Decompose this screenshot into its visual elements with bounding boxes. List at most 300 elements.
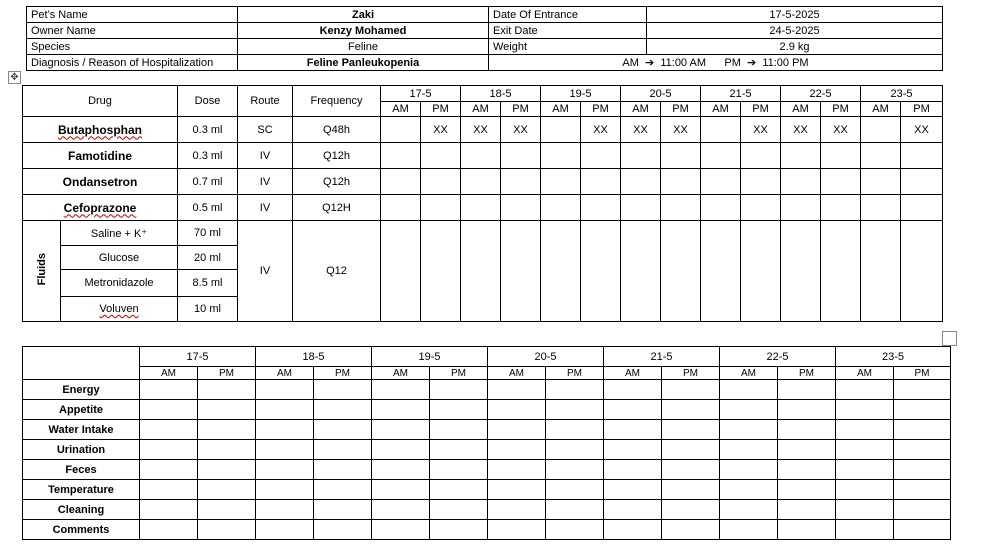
fluid-name: Glucose bbox=[98, 251, 140, 264]
observation-cell[interactable] bbox=[488, 480, 546, 500]
table-row bbox=[23, 480, 951, 500]
observation-cell[interactable] bbox=[836, 480, 894, 500]
pm-header: PM bbox=[662, 367, 720, 380]
day-header: 22-5 bbox=[720, 347, 836, 367]
observation-cell[interactable] bbox=[836, 380, 894, 400]
diagnosis-value[interactable]: Feline Panleukopenia bbox=[238, 55, 489, 71]
observation-label: Temperature bbox=[23, 480, 140, 500]
observation-cell[interactable] bbox=[430, 520, 488, 540]
table-header-row bbox=[23, 86, 943, 102]
observation-cell[interactable] bbox=[894, 500, 951, 520]
dose-mark-cell[interactable] bbox=[741, 195, 781, 221]
observation-label: Appetite bbox=[23, 400, 140, 420]
dose-mark-cell[interactable] bbox=[861, 169, 901, 195]
drug-name: Cefoprazone bbox=[63, 200, 137, 215]
day-header: 19-5 bbox=[372, 347, 488, 367]
observation-cell[interactable] bbox=[546, 500, 604, 520]
diagnosis-label: Diagnosis / Reason of Hospitalization bbox=[27, 55, 238, 71]
table-header-row bbox=[23, 367, 951, 380]
observation-cell[interactable] bbox=[778, 440, 836, 460]
observation-cell[interactable] bbox=[430, 500, 488, 520]
day-header: 21-5 bbox=[701, 86, 781, 102]
dose-mark-cell[interactable]: XX bbox=[501, 117, 541, 143]
observation-cell[interactable] bbox=[314, 480, 372, 500]
fluid-dose: 10 ml bbox=[178, 297, 238, 322]
date-entrance-label: Date Of Entrance bbox=[489, 7, 647, 23]
observation-cell[interactable] bbox=[140, 520, 198, 540]
day-header: 21-5 bbox=[604, 347, 720, 367]
observation-cell[interactable] bbox=[198, 480, 256, 500]
observation-cell[interactable] bbox=[662, 480, 720, 500]
fluid-mark-cell[interactable] bbox=[661, 221, 701, 322]
observation-cell[interactable] bbox=[430, 440, 488, 460]
drug-route: SC bbox=[238, 117, 293, 143]
pm-header: PM bbox=[546, 367, 604, 380]
dose-mark-cell[interactable]: XX bbox=[741, 117, 781, 143]
observation-cell[interactable] bbox=[256, 400, 314, 420]
day-header: 18-5 bbox=[256, 347, 372, 367]
pm-header: PM bbox=[894, 367, 951, 380]
observation-cell[interactable] bbox=[372, 420, 430, 440]
pm-time: 11:00 PM bbox=[762, 57, 809, 69]
table-row bbox=[27, 7, 943, 23]
dose-mark-cell[interactable] bbox=[461, 195, 501, 221]
am-header: AM bbox=[381, 102, 421, 117]
arrow-right-icon: ➔ bbox=[641, 57, 658, 69]
observation-cell[interactable] bbox=[140, 500, 198, 520]
observation-cell[interactable] bbox=[140, 380, 198, 400]
pm-header: PM bbox=[198, 367, 256, 380]
table-header-row bbox=[23, 347, 951, 367]
observation-cell[interactable] bbox=[314, 520, 372, 540]
am-header: AM bbox=[372, 367, 430, 380]
drug-name: Butaphosphan bbox=[58, 122, 142, 137]
observation-cell[interactable] bbox=[778, 380, 836, 400]
observation-cell[interactable] bbox=[314, 380, 372, 400]
dose-mark-cell[interactable] bbox=[541, 117, 581, 143]
observation-cell[interactable] bbox=[198, 420, 256, 440]
dose-mark-cell[interactable]: XX bbox=[661, 117, 701, 143]
observation-cell[interactable] bbox=[430, 400, 488, 420]
table-row bbox=[23, 221, 943, 246]
drug-name-cell bbox=[23, 143, 178, 169]
observation-cell[interactable] bbox=[836, 400, 894, 420]
observation-cell[interactable] bbox=[604, 440, 662, 460]
dose-mark-cell[interactable] bbox=[621, 143, 661, 169]
observation-cell[interactable] bbox=[372, 520, 430, 540]
observation-cell[interactable] bbox=[894, 420, 951, 440]
observation-cell[interactable] bbox=[662, 400, 720, 420]
observation-cell[interactable] bbox=[256, 460, 314, 480]
observation-cell[interactable] bbox=[836, 420, 894, 440]
drug-frequency: Q12h bbox=[293, 169, 381, 195]
observation-cell[interactable] bbox=[604, 520, 662, 540]
observation-cell[interactable] bbox=[140, 460, 198, 480]
am-header: AM bbox=[781, 102, 821, 117]
observation-cell[interactable] bbox=[198, 440, 256, 460]
observation-cell[interactable] bbox=[546, 420, 604, 440]
day-header: 17-5 bbox=[140, 347, 256, 367]
table-row bbox=[23, 117, 943, 143]
observation-cell[interactable] bbox=[140, 420, 198, 440]
frequency-header: Frequency bbox=[293, 86, 381, 117]
am-header: AM bbox=[488, 367, 546, 380]
fluid-name: Voluven bbox=[99, 303, 139, 315]
table-resize-icon[interactable] bbox=[942, 331, 957, 346]
observation-cell[interactable] bbox=[604, 400, 662, 420]
dose-mark-cell[interactable]: XX bbox=[621, 117, 661, 143]
am-time: 11:00 AM bbox=[660, 57, 707, 69]
observation-cell[interactable] bbox=[488, 380, 546, 400]
am-header: AM bbox=[836, 367, 894, 380]
table-row bbox=[23, 400, 951, 420]
dose-mark-cell[interactable] bbox=[861, 143, 901, 169]
table-row bbox=[23, 380, 951, 400]
observation-cell[interactable] bbox=[488, 400, 546, 420]
observation-cell[interactable] bbox=[488, 520, 546, 540]
species-value[interactable]: Feline bbox=[238, 39, 489, 55]
fluid-mark-cell[interactable] bbox=[621, 221, 661, 322]
drug-route: IV bbox=[238, 195, 293, 221]
observation-cell[interactable] bbox=[836, 440, 894, 460]
am-header: AM bbox=[621, 102, 661, 117]
am-header: AM bbox=[604, 367, 662, 380]
dose-mark-cell[interactable] bbox=[541, 195, 581, 221]
table-row bbox=[23, 420, 951, 440]
dose-mark-cell[interactable] bbox=[701, 195, 741, 221]
dose-mark-cell[interactable] bbox=[421, 169, 461, 195]
drug-dose: 0.7 ml bbox=[178, 169, 238, 195]
observation-cell[interactable] bbox=[372, 480, 430, 500]
observation-cell[interactable] bbox=[256, 380, 314, 400]
drug-name: Ondansetron bbox=[62, 174, 138, 189]
dose-mark-cell[interactable] bbox=[661, 143, 701, 169]
pm-label: PM bbox=[724, 57, 741, 69]
medication-table bbox=[22, 85, 943, 322]
observation-cell[interactable] bbox=[488, 440, 546, 460]
observation-cell[interactable] bbox=[662, 380, 720, 400]
dose-mark-cell[interactable] bbox=[781, 143, 821, 169]
fluids-frequency: Q12 bbox=[293, 221, 381, 322]
observation-cell[interactable] bbox=[314, 440, 372, 460]
observation-cell[interactable] bbox=[488, 420, 546, 440]
fluid-mark-cell[interactable] bbox=[901, 221, 943, 322]
observation-cell[interactable] bbox=[372, 380, 430, 400]
observation-cell[interactable] bbox=[894, 440, 951, 460]
fluid-mark-cell[interactable] bbox=[421, 221, 461, 322]
observation-cell[interactable] bbox=[314, 420, 372, 440]
observation-cell[interactable] bbox=[836, 520, 894, 540]
observation-cell[interactable] bbox=[430, 380, 488, 400]
fluid-mark-cell[interactable] bbox=[461, 221, 501, 322]
dose-mark-cell[interactable] bbox=[541, 169, 581, 195]
observation-cell[interactable] bbox=[778, 400, 836, 420]
drug-route: IV bbox=[238, 169, 293, 195]
fluid-mark-cell[interactable] bbox=[541, 221, 581, 322]
owner-label: Owner Name bbox=[27, 23, 238, 39]
table-row bbox=[23, 143, 943, 169]
table-row bbox=[27, 39, 943, 55]
day-header: 17-5 bbox=[381, 86, 461, 102]
dose-mark-cell[interactable]: XX bbox=[901, 117, 943, 143]
dose-mark-cell[interactable] bbox=[901, 195, 943, 221]
drug-dose: 0.5 ml bbox=[178, 195, 238, 221]
dose-mark-cell[interactable] bbox=[741, 143, 781, 169]
am-header: AM bbox=[461, 102, 501, 117]
observation-cell[interactable] bbox=[662, 520, 720, 540]
dose-mark-cell[interactable] bbox=[741, 169, 781, 195]
fluid-mark-cell[interactable] bbox=[821, 221, 861, 322]
fluid-mark-cell[interactable] bbox=[741, 221, 781, 322]
observation-cell[interactable] bbox=[314, 500, 372, 520]
schedule-times[interactable] bbox=[489, 55, 943, 71]
observation-cell[interactable] bbox=[720, 460, 778, 480]
dose-mark-cell[interactable] bbox=[381, 195, 421, 221]
owner-value[interactable]: Kenzy Mohamed bbox=[238, 23, 489, 39]
observation-cell[interactable] bbox=[604, 420, 662, 440]
species-label: Species bbox=[27, 39, 238, 55]
observation-cell[interactable] bbox=[140, 440, 198, 460]
drug-frequency: Q12H bbox=[293, 195, 381, 221]
observation-cell[interactable] bbox=[894, 480, 951, 500]
observation-cell[interactable] bbox=[720, 520, 778, 540]
pet-name-label: Pet’s Name bbox=[27, 7, 238, 23]
pm-header: PM bbox=[430, 367, 488, 380]
pet-name-value[interactable]: Zaki bbox=[238, 7, 489, 23]
observation-cell[interactable] bbox=[488, 460, 546, 480]
observation-cell[interactable] bbox=[604, 460, 662, 480]
dose-mark-cell[interactable] bbox=[461, 143, 501, 169]
observation-label: Feces bbox=[23, 460, 140, 480]
observation-cell[interactable] bbox=[778, 460, 836, 480]
exit-date-value[interactable]: 24-5-2025 bbox=[647, 23, 943, 39]
fluid-name: Metronidazole bbox=[84, 277, 154, 289]
observation-cell[interactable] bbox=[894, 380, 951, 400]
drug-route: IV bbox=[238, 143, 293, 169]
dose-mark-cell[interactable]: XX bbox=[421, 117, 461, 143]
dose-mark-cell[interactable] bbox=[621, 169, 661, 195]
day-header: 22-5 bbox=[781, 86, 861, 102]
pm-header: PM bbox=[314, 367, 372, 380]
table-move-icon[interactable]: ✥ bbox=[8, 71, 21, 84]
dose-mark-cell[interactable] bbox=[421, 195, 461, 221]
observation-cell[interactable] bbox=[836, 460, 894, 480]
dose-mark-cell[interactable] bbox=[501, 169, 541, 195]
observation-cell[interactable] bbox=[430, 460, 488, 480]
observation-cell[interactable] bbox=[546, 440, 604, 460]
dose-mark-cell[interactable] bbox=[381, 143, 421, 169]
drug-header: Drug bbox=[23, 86, 178, 117]
observation-cell[interactable] bbox=[198, 460, 256, 480]
arrow-right-icon: ➔ bbox=[743, 57, 760, 69]
dose-mark-cell[interactable] bbox=[661, 195, 701, 221]
pm-header: PM bbox=[821, 102, 861, 117]
observation-cell[interactable] bbox=[256, 480, 314, 500]
observation-cell[interactable] bbox=[662, 460, 720, 480]
dose-mark-cell[interactable] bbox=[901, 169, 943, 195]
pm-header: PM bbox=[778, 367, 836, 380]
dose-mark-cell[interactable] bbox=[821, 195, 861, 221]
table-row bbox=[23, 520, 951, 540]
observation-cell[interactable] bbox=[894, 460, 951, 480]
observation-cell[interactable] bbox=[372, 440, 430, 460]
am-header: AM bbox=[541, 102, 581, 117]
observation-cell[interactable] bbox=[314, 460, 372, 480]
fluid-name-cell bbox=[61, 221, 178, 246]
fluid-name-cell bbox=[61, 270, 178, 297]
fluids-label-cell bbox=[23, 221, 61, 322]
table-row bbox=[27, 55, 943, 71]
fluid-dose: 20 ml bbox=[178, 246, 238, 270]
fluid-mark-cell[interactable] bbox=[581, 221, 621, 322]
observation-cell[interactable] bbox=[488, 500, 546, 520]
dose-mark-cell[interactable] bbox=[781, 169, 821, 195]
route-header: Route bbox=[238, 86, 293, 117]
observation-cell[interactable] bbox=[894, 520, 951, 540]
drug-name-cell bbox=[23, 117, 178, 143]
fluid-mark-cell[interactable] bbox=[701, 221, 741, 322]
am-header: AM bbox=[861, 102, 901, 117]
observation-cell[interactable] bbox=[314, 400, 372, 420]
observation-label: Urination bbox=[23, 440, 140, 460]
observation-cell[interactable] bbox=[256, 440, 314, 460]
dose-mark-cell[interactable]: XX bbox=[781, 117, 821, 143]
observation-cell[interactable] bbox=[720, 400, 778, 420]
observation-cell[interactable] bbox=[720, 420, 778, 440]
dose-mark-cell[interactable] bbox=[501, 143, 541, 169]
observation-label: Energy bbox=[23, 380, 140, 400]
observation-cell[interactable] bbox=[430, 480, 488, 500]
patient-info-table bbox=[26, 6, 943, 71]
observation-cell[interactable] bbox=[720, 380, 778, 400]
dose-mark-cell[interactable] bbox=[821, 169, 861, 195]
fluids-label: Fluids bbox=[35, 253, 48, 286]
observation-cell[interactable] bbox=[546, 460, 604, 480]
observation-cell[interactable] bbox=[256, 420, 314, 440]
dose-mark-cell[interactable] bbox=[381, 117, 421, 143]
observation-table bbox=[22, 346, 951, 540]
day-header: 19-5 bbox=[541, 86, 621, 102]
observation-cell[interactable] bbox=[720, 480, 778, 500]
observation-cell[interactable] bbox=[720, 440, 778, 460]
dose-mark-cell[interactable] bbox=[781, 195, 821, 221]
observation-cell[interactable] bbox=[778, 420, 836, 440]
table-row bbox=[23, 440, 951, 460]
observation-cell[interactable] bbox=[662, 500, 720, 520]
observation-cell[interactable] bbox=[662, 420, 720, 440]
observation-cell[interactable] bbox=[546, 520, 604, 540]
observation-cell[interactable] bbox=[604, 500, 662, 520]
table-row bbox=[23, 460, 951, 480]
observation-cell[interactable] bbox=[546, 400, 604, 420]
observation-cell[interactable] bbox=[372, 400, 430, 420]
dose-mark-cell[interactable] bbox=[861, 117, 901, 143]
observation-cell[interactable] bbox=[894, 400, 951, 420]
dose-mark-cell[interactable] bbox=[501, 195, 541, 221]
fluid-mark-cell[interactable] bbox=[861, 221, 901, 322]
observation-cell[interactable] bbox=[546, 480, 604, 500]
observation-cell[interactable] bbox=[662, 440, 720, 460]
weight-label: Weight bbox=[489, 39, 647, 55]
table-row bbox=[23, 500, 951, 520]
fluid-dose: 8.5 ml bbox=[178, 270, 238, 297]
observation-label: Comments bbox=[23, 520, 140, 540]
day-header: 20-5 bbox=[488, 347, 604, 367]
fluid-name-cell bbox=[61, 246, 178, 270]
fluid-name: Saline + K⁺ bbox=[90, 227, 148, 240]
observation-cell[interactable] bbox=[546, 380, 604, 400]
observation-cell[interactable] bbox=[256, 500, 314, 520]
dose-mark-cell[interactable] bbox=[701, 143, 741, 169]
day-header: 23-5 bbox=[861, 86, 943, 102]
obs-corner-cell bbox=[23, 347, 140, 380]
dose-mark-cell[interactable] bbox=[421, 143, 461, 169]
am-header: AM bbox=[720, 367, 778, 380]
date-entrance-value[interactable]: 17-5-2025 bbox=[647, 7, 943, 23]
observation-label: Cleaning bbox=[23, 500, 140, 520]
observation-cell[interactable] bbox=[198, 380, 256, 400]
weight-value[interactable]: 2.9 kg bbox=[647, 39, 943, 55]
observation-cell[interactable] bbox=[198, 520, 256, 540]
observation-cell[interactable] bbox=[198, 400, 256, 420]
dose-mark-cell[interactable] bbox=[581, 169, 621, 195]
drug-frequency: Q12h bbox=[293, 143, 381, 169]
am-header: AM bbox=[256, 367, 314, 380]
dose-mark-cell[interactable]: XX bbox=[461, 117, 501, 143]
observation-cell[interactable] bbox=[198, 500, 256, 520]
am-header: AM bbox=[140, 367, 198, 380]
drug-frequency: Q48h bbox=[293, 117, 381, 143]
fluid-name-cell bbox=[61, 297, 178, 322]
dose-mark-cell[interactable]: XX bbox=[581, 117, 621, 143]
observation-cell[interactable] bbox=[256, 520, 314, 540]
observation-cell[interactable] bbox=[720, 500, 778, 520]
dose-mark-cell[interactable]: XX bbox=[821, 117, 861, 143]
observation-cell[interactable] bbox=[604, 480, 662, 500]
fluid-mark-cell[interactable] bbox=[781, 221, 821, 322]
day-header: 18-5 bbox=[461, 86, 541, 102]
dose-mark-cell[interactable] bbox=[901, 143, 943, 169]
dose-mark-cell[interactable] bbox=[381, 169, 421, 195]
pm-header: PM bbox=[741, 102, 781, 117]
am-header: AM bbox=[701, 102, 741, 117]
observation-cell[interactable] bbox=[778, 480, 836, 500]
observation-cell[interactable] bbox=[140, 480, 198, 500]
observation-cell[interactable] bbox=[778, 520, 836, 540]
fluid-mark-cell[interactable] bbox=[381, 221, 421, 322]
dose-mark-cell[interactable] bbox=[581, 195, 621, 221]
dose-mark-cell[interactable] bbox=[461, 169, 501, 195]
fluids-route: IV bbox=[238, 221, 293, 322]
observation-cell[interactable] bbox=[430, 420, 488, 440]
dose-mark-cell[interactable] bbox=[701, 117, 741, 143]
dose-mark-cell[interactable] bbox=[861, 195, 901, 221]
table-row bbox=[27, 23, 943, 39]
dose-mark-cell[interactable] bbox=[821, 143, 861, 169]
observation-cell[interactable] bbox=[836, 500, 894, 520]
observation-cell[interactable] bbox=[604, 380, 662, 400]
fluid-mark-cell[interactable] bbox=[501, 221, 541, 322]
dose-mark-cell[interactable] bbox=[581, 143, 621, 169]
dose-mark-cell[interactable] bbox=[621, 195, 661, 221]
observation-cell[interactable] bbox=[778, 500, 836, 520]
observation-cell[interactable] bbox=[372, 460, 430, 480]
dose-mark-cell[interactable] bbox=[541, 143, 581, 169]
dose-mark-cell[interactable] bbox=[661, 169, 701, 195]
observation-cell[interactable] bbox=[140, 400, 198, 420]
observation-cell[interactable] bbox=[372, 500, 430, 520]
dose-mark-cell[interactable] bbox=[701, 169, 741, 195]
